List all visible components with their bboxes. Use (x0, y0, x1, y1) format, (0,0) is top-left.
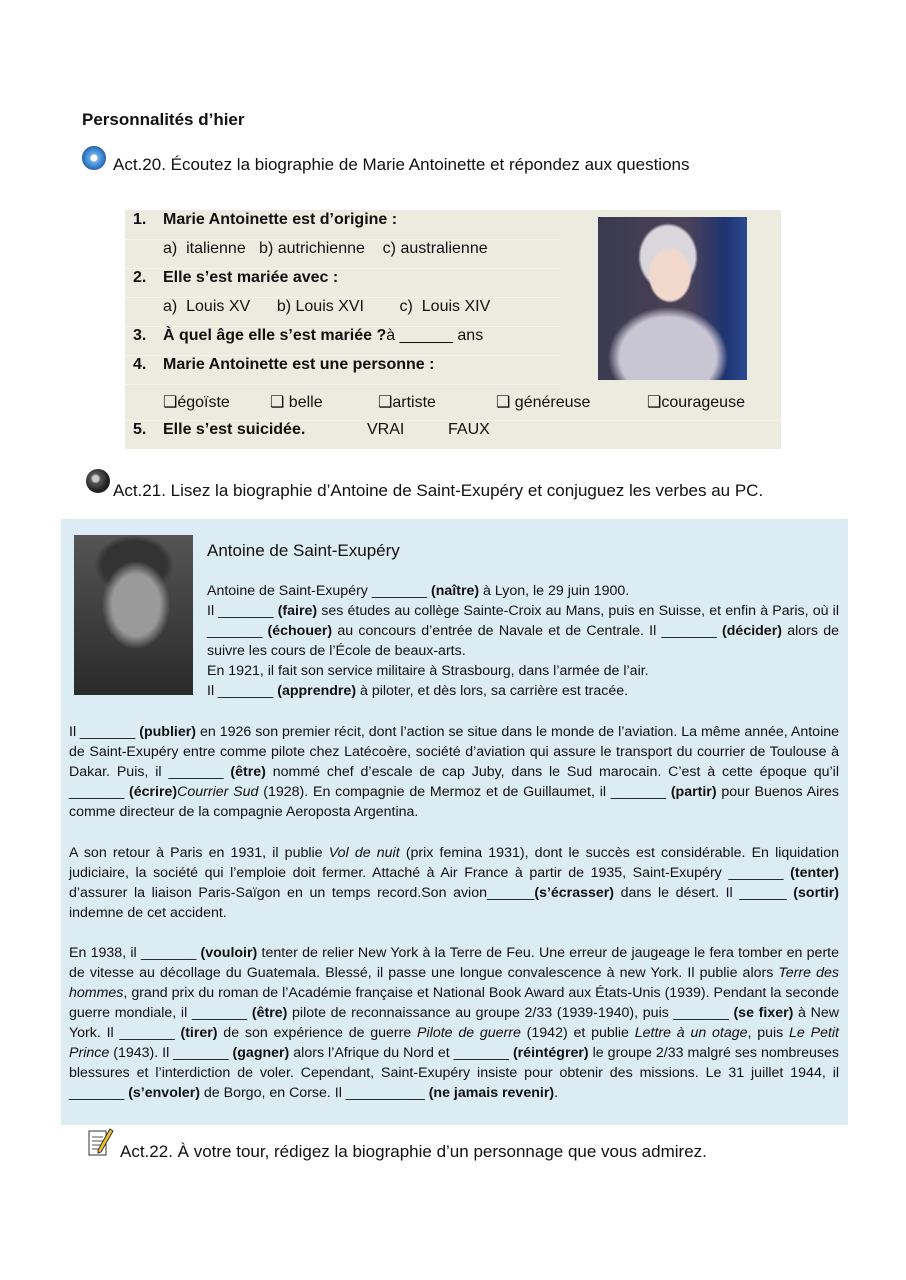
text-segment: (1928). En compagnie de Mermoz et de Guillaumet, il _______ (258, 784, 671, 800)
text-segment: de son expérience de guerre (217, 1025, 418, 1041)
saint-exupery-photo (74, 535, 193, 695)
text-line (207, 581, 839, 601)
question-text: Marie Antoinette est d’origine : (163, 211, 398, 228)
text-segment: Il _______ (207, 683, 278, 699)
text-line (207, 601, 839, 661)
text-segment: (1942) et publie (520, 1025, 635, 1041)
question-2 (125, 268, 560, 298)
text-segment: en 1926 son premier récit, dont l’action se situe dans le monde de l’aviation. La même année, Antoine de Saint-Exupéry entre comme pilote chez Latécoère, société d’aviation qui assure le transport du courrier de Toulouse à Dakar. Puis, il _______ (69, 724, 839, 780)
marie-antoinette-portrait (598, 217, 747, 380)
checkbox-courageuse[interactable]: ❑courageuse (647, 394, 745, 411)
text-segment: , grand prix du roman de l’Académie française et National Book Award aux États-Unis (1939). Pendant la seconde guerre mondiale, il _______ (69, 985, 839, 1021)
biography-intro (207, 581, 839, 701)
verb-prompt: (faire) (277, 603, 318, 619)
age-blank[interactable]: à ______ ans (386, 327, 484, 344)
answer-options[interactable]: a) italienne b) autrichienne c) australienne (163, 240, 488, 257)
verb-prompt: (réintégrer) (512, 1045, 589, 1061)
question-text: À quel âge elle s’est mariée ? (163, 327, 387, 344)
checkbox-artiste[interactable]: ❑artiste (378, 394, 436, 411)
question-1 (125, 210, 560, 240)
question-number: 2. (133, 269, 147, 286)
text-segment: nommé chef d’escale de cap Juby, dans le Sud marocain. C’est à cette époque qu’il _______ (69, 764, 839, 800)
verb-prompt: (gagner) (232, 1045, 290, 1061)
true-option[interactable]: VRAI (367, 421, 405, 438)
question-5 (125, 420, 781, 449)
text-segment: à Lyon, le 29 juin 1900. (479, 583, 630, 599)
text-segment: au concours d’entrée de Navale et de Centrale. Il _______ (332, 623, 723, 639)
text-segment: alors l’Afrique du Nord et _______ (289, 1045, 513, 1061)
text-segment: dans le désert. Il ______ (614, 885, 794, 901)
text-segment: Antoine de Saint-Exupéry _______ (207, 583, 432, 599)
verb-prompt: (être) (230, 764, 266, 780)
film-reel-icon (86, 469, 110, 493)
question-number: 1. (133, 211, 147, 228)
verb-prompt: (apprendre) (277, 683, 357, 699)
question-text: Elle s’est suicidée. (163, 421, 306, 438)
verb-prompt: (publier) (139, 724, 196, 740)
question-4 (125, 355, 560, 385)
activity-20-instruction: Act.20. Écoutez la biographie de Marie Antoinette et répondez aux questions (113, 155, 690, 174)
question-number: 3. (133, 327, 147, 344)
question-number: 5. (133, 421, 147, 438)
text-segment: à New York. Il _______ (69, 1005, 840, 1041)
text-segment: , puis (747, 1025, 790, 1041)
notepad-pencil-icon (88, 1128, 114, 1158)
activity-21-instruction: Act.21. Lisez la biographie d’Antoine de Saint-Exupéry et conjuguez les verbes au PC. (113, 481, 764, 500)
book-title: Terre des hommes (69, 965, 839, 1001)
verb-prompt: (se fixer) (733, 1005, 794, 1021)
text-segment: alors de suivre les cours de l’École de beaux-arts. (207, 623, 839, 659)
verb-prompt: (s’envoler) (128, 1085, 200, 1101)
answer-options[interactable]: a) Louis XV b) Louis XVI c) Louis XIV (163, 298, 491, 315)
cd-icon (82, 146, 106, 170)
text-segment: pilote de reconnaissance au groupe 2/33 (1939-1940), puis _______ (287, 1005, 734, 1021)
question-2-options (125, 297, 560, 327)
verb-prompt: (échouer) (267, 623, 333, 639)
verb-prompt: (partir) (670, 784, 717, 800)
text-segment: En 1938, il _______ (69, 945, 201, 961)
text-segment: à piloter, et dès lors, sa carrière est tracée. (356, 683, 629, 699)
verb-prompt: (vouloir) (200, 945, 258, 961)
text-line (207, 681, 839, 701)
verb-prompt: (s’écrasser) (534, 885, 615, 901)
text-segment: indemne de cet accident. (69, 905, 227, 921)
section-title: Personnalités d’hier (82, 110, 245, 129)
verb-prompt: (écrire) (129, 784, 178, 800)
question-text: Elle s’est mariée avec : (163, 269, 339, 286)
checkbox-egoiste[interactable]: ❑égoïste (163, 394, 230, 411)
activity-22-instruction: Act.22. À votre tour, rédigez la biographie d’un personnage que vous admirez. (120, 1142, 707, 1161)
question-1-options (125, 239, 560, 269)
text-line (207, 661, 839, 681)
text-segment: Il _______ (207, 603, 278, 619)
text-segment: (prix femina 1931), dont le succès est considérable. En liquidation judiciaire, la société qui l’emploie doit fermer. Attaché à Air France à partir de 1935, Saint-Exupéry _______ (69, 845, 839, 881)
biography-title: Antoine de Saint-Exupéry (207, 541, 400, 560)
verb-prompt: (tirer) (180, 1025, 218, 1041)
checkbox-genereuse[interactable]: ❑ généreuse (496, 394, 591, 411)
text-segment: En 1921, il fait son service militaire à Strasbourg, dans l’armée de l’air. (207, 663, 649, 679)
text-segment: pour Buenos Aires comme directeur de la compagnie Aeroposta Argentina. (69, 784, 839, 820)
text-segment: d’assurer la liaison Paris-Saïgon en un temps record.Son avion______ (69, 885, 535, 901)
text-segment: ses études au collège Sainte-Croix au Mans, puis en Suisse, et enfin à Paris, où il _______ (207, 603, 839, 639)
book-title: Lettre à un otage (634, 1025, 748, 1041)
book-title: Vol de nuit (328, 845, 400, 861)
text-segment: tenter de relier New York à la Terre de Feu. Une erreur de jaugeage le fera tomber en perte de vitesse au décollage du Guatemala. Blessé, il passe une longue convalescence à new York. Il publie alors (69, 945, 839, 981)
book-title: Courrier Sud (177, 784, 259, 800)
text-segment: A son retour à Paris en 1931, il publie (69, 845, 329, 861)
text-segment: de Borgo, en Corse. Il __________ (199, 1085, 429, 1101)
checkbox-belle[interactable]: ❑ belle (270, 394, 323, 411)
biography-paragraph-3 (69, 943, 839, 1103)
question-4-options (125, 391, 781, 421)
verb-prompt: (ne jamais revenir) (428, 1085, 555, 1101)
verb-prompt: (décider) (722, 623, 782, 639)
biography-paragraph-2 (69, 843, 839, 923)
text-segment: le groupe 2/33 malgré ses nombreuses blessures et l’interdiction de voler. Cependant, Saint-Exupéry insiste pour obtenir des missions. Le 31 juillet 1944, il _______ (69, 1045, 840, 1101)
text-segment: (1943). Il _______ (109, 1045, 233, 1061)
text-segment: . (554, 1085, 559, 1101)
verb-prompt: (naître) (431, 583, 480, 599)
verb-prompt: (tenter) (790, 865, 839, 881)
verb-prompt: (sortir) (793, 885, 839, 901)
question-number: 4. (133, 356, 147, 373)
question-text: Marie Antoinette est une personne : (163, 356, 435, 373)
book-title: Le Petit Prince (69, 1025, 839, 1061)
verb-prompt: (être) (251, 1005, 288, 1021)
text-segment: Il _______ (69, 724, 140, 740)
question-3 (125, 326, 560, 356)
false-option[interactable]: FAUX (448, 421, 490, 438)
book-title: Pilote de guerre (417, 1025, 521, 1041)
biography-paragraph-1 (69, 722, 839, 822)
